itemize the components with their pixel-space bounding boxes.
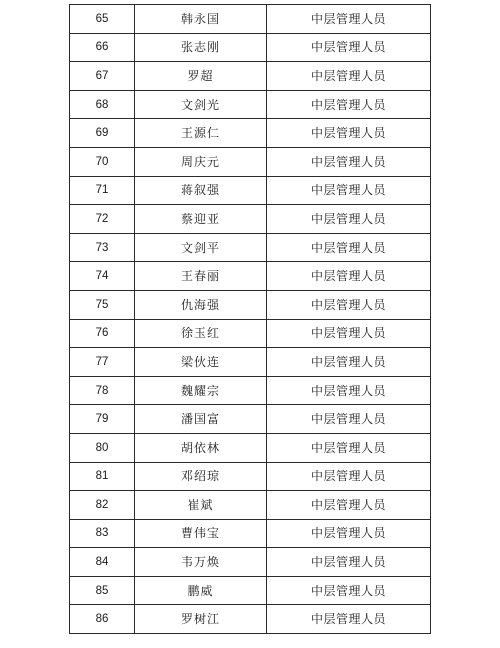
- row-number-cell: 72: [70, 205, 135, 234]
- position-cell: 中层管理人员: [267, 33, 431, 62]
- table-row: [70, 548, 431, 577]
- table-row: [70, 491, 431, 520]
- table-row: [70, 376, 431, 405]
- person-name-cell: 徐玉红: [135, 319, 267, 348]
- person-name-cell: 文剑光: [135, 90, 267, 119]
- table-row: [70, 405, 431, 434]
- position-cell: 中层管理人员: [267, 147, 431, 176]
- person-name-cell: 周庆元: [135, 147, 267, 176]
- position-cell: 中层管理人员: [267, 433, 431, 462]
- person-name-cell: 曹伟宝: [135, 519, 267, 548]
- person-name-cell: 鹏威: [135, 576, 267, 605]
- person-name-cell: 王源仁: [135, 119, 267, 148]
- position-cell: 中层管理人员: [267, 548, 431, 577]
- person-name-cell: 潘国富: [135, 405, 267, 434]
- row-number-cell: 67: [70, 62, 135, 91]
- position-cell: 中层管理人员: [267, 576, 431, 605]
- position-cell: 中层管理人员: [267, 176, 431, 205]
- table-row: [70, 147, 431, 176]
- table-row: [70, 90, 431, 119]
- roster-table: [69, 4, 431, 634]
- table-row: [70, 176, 431, 205]
- person-name-cell: 仇海强: [135, 290, 267, 319]
- person-name-cell: 邓绍琼: [135, 462, 267, 491]
- person-name-cell: 蒋叙强: [135, 176, 267, 205]
- table-row: [70, 119, 431, 148]
- person-name-cell: 胡依林: [135, 433, 267, 462]
- row-number-cell: 80: [70, 433, 135, 462]
- table-row: [70, 433, 431, 462]
- row-number-cell: 69: [70, 119, 135, 148]
- position-cell: 中层管理人员: [267, 376, 431, 405]
- table-row: [70, 605, 431, 634]
- table-row: [70, 462, 431, 491]
- table-row: [70, 33, 431, 62]
- table-row: [70, 233, 431, 262]
- row-number-cell: 68: [70, 90, 135, 119]
- row-number-cell: 76: [70, 319, 135, 348]
- table-row: [70, 290, 431, 319]
- person-name-cell: 崔斌: [135, 491, 267, 520]
- roster-table-body: [70, 5, 431, 634]
- person-name-cell: 魏耀宗: [135, 376, 267, 405]
- row-number-cell: 74: [70, 262, 135, 291]
- person-name-cell: 张志刚: [135, 33, 267, 62]
- position-cell: 中层管理人员: [267, 233, 431, 262]
- position-cell: 中层管理人员: [267, 491, 431, 520]
- row-number-cell: 85: [70, 576, 135, 605]
- position-cell: 中层管理人员: [267, 90, 431, 119]
- table-row: [70, 5, 431, 34]
- position-cell: 中层管理人员: [267, 348, 431, 377]
- position-cell: 中层管理人员: [267, 405, 431, 434]
- row-number-cell: 75: [70, 290, 135, 319]
- person-name-cell: 韦万焕: [135, 548, 267, 577]
- position-cell: 中层管理人员: [267, 462, 431, 491]
- row-number-cell: 81: [70, 462, 135, 491]
- table-row: [70, 576, 431, 605]
- position-cell: 中层管理人员: [267, 290, 431, 319]
- row-number-cell: 84: [70, 548, 135, 577]
- table-row: [70, 205, 431, 234]
- row-number-cell: 71: [70, 176, 135, 205]
- person-name-cell: 蔡迎亚: [135, 205, 267, 234]
- position-cell: 中层管理人员: [267, 5, 431, 34]
- position-cell: 中层管理人员: [267, 262, 431, 291]
- position-cell: 中层管理人员: [267, 605, 431, 634]
- person-name-cell: 韩永国: [135, 5, 267, 34]
- row-number-cell: 86: [70, 605, 135, 634]
- row-number-cell: 78: [70, 376, 135, 405]
- table-row: [70, 62, 431, 91]
- position-cell: 中层管理人员: [267, 205, 431, 234]
- person-name-cell: 梁伙连: [135, 348, 267, 377]
- table-row: [70, 519, 431, 548]
- table-row: [70, 319, 431, 348]
- row-number-cell: 83: [70, 519, 135, 548]
- table-row: [70, 348, 431, 377]
- person-name-cell: 王春丽: [135, 262, 267, 291]
- row-number-cell: 66: [70, 33, 135, 62]
- row-number-cell: 77: [70, 348, 135, 377]
- row-number-cell: 82: [70, 491, 135, 520]
- person-name-cell: 文剑平: [135, 233, 267, 262]
- row-number-cell: 79: [70, 405, 135, 434]
- position-cell: 中层管理人员: [267, 119, 431, 148]
- position-cell: 中层管理人员: [267, 519, 431, 548]
- position-cell: 中层管理人员: [267, 319, 431, 348]
- row-number-cell: 73: [70, 233, 135, 262]
- person-name-cell: 罗超: [135, 62, 267, 91]
- person-name-cell: 罗树江: [135, 605, 267, 634]
- position-cell: 中层管理人员: [267, 62, 431, 91]
- row-number-cell: 65: [70, 5, 135, 34]
- row-number-cell: 70: [70, 147, 135, 176]
- table-row: [70, 262, 431, 291]
